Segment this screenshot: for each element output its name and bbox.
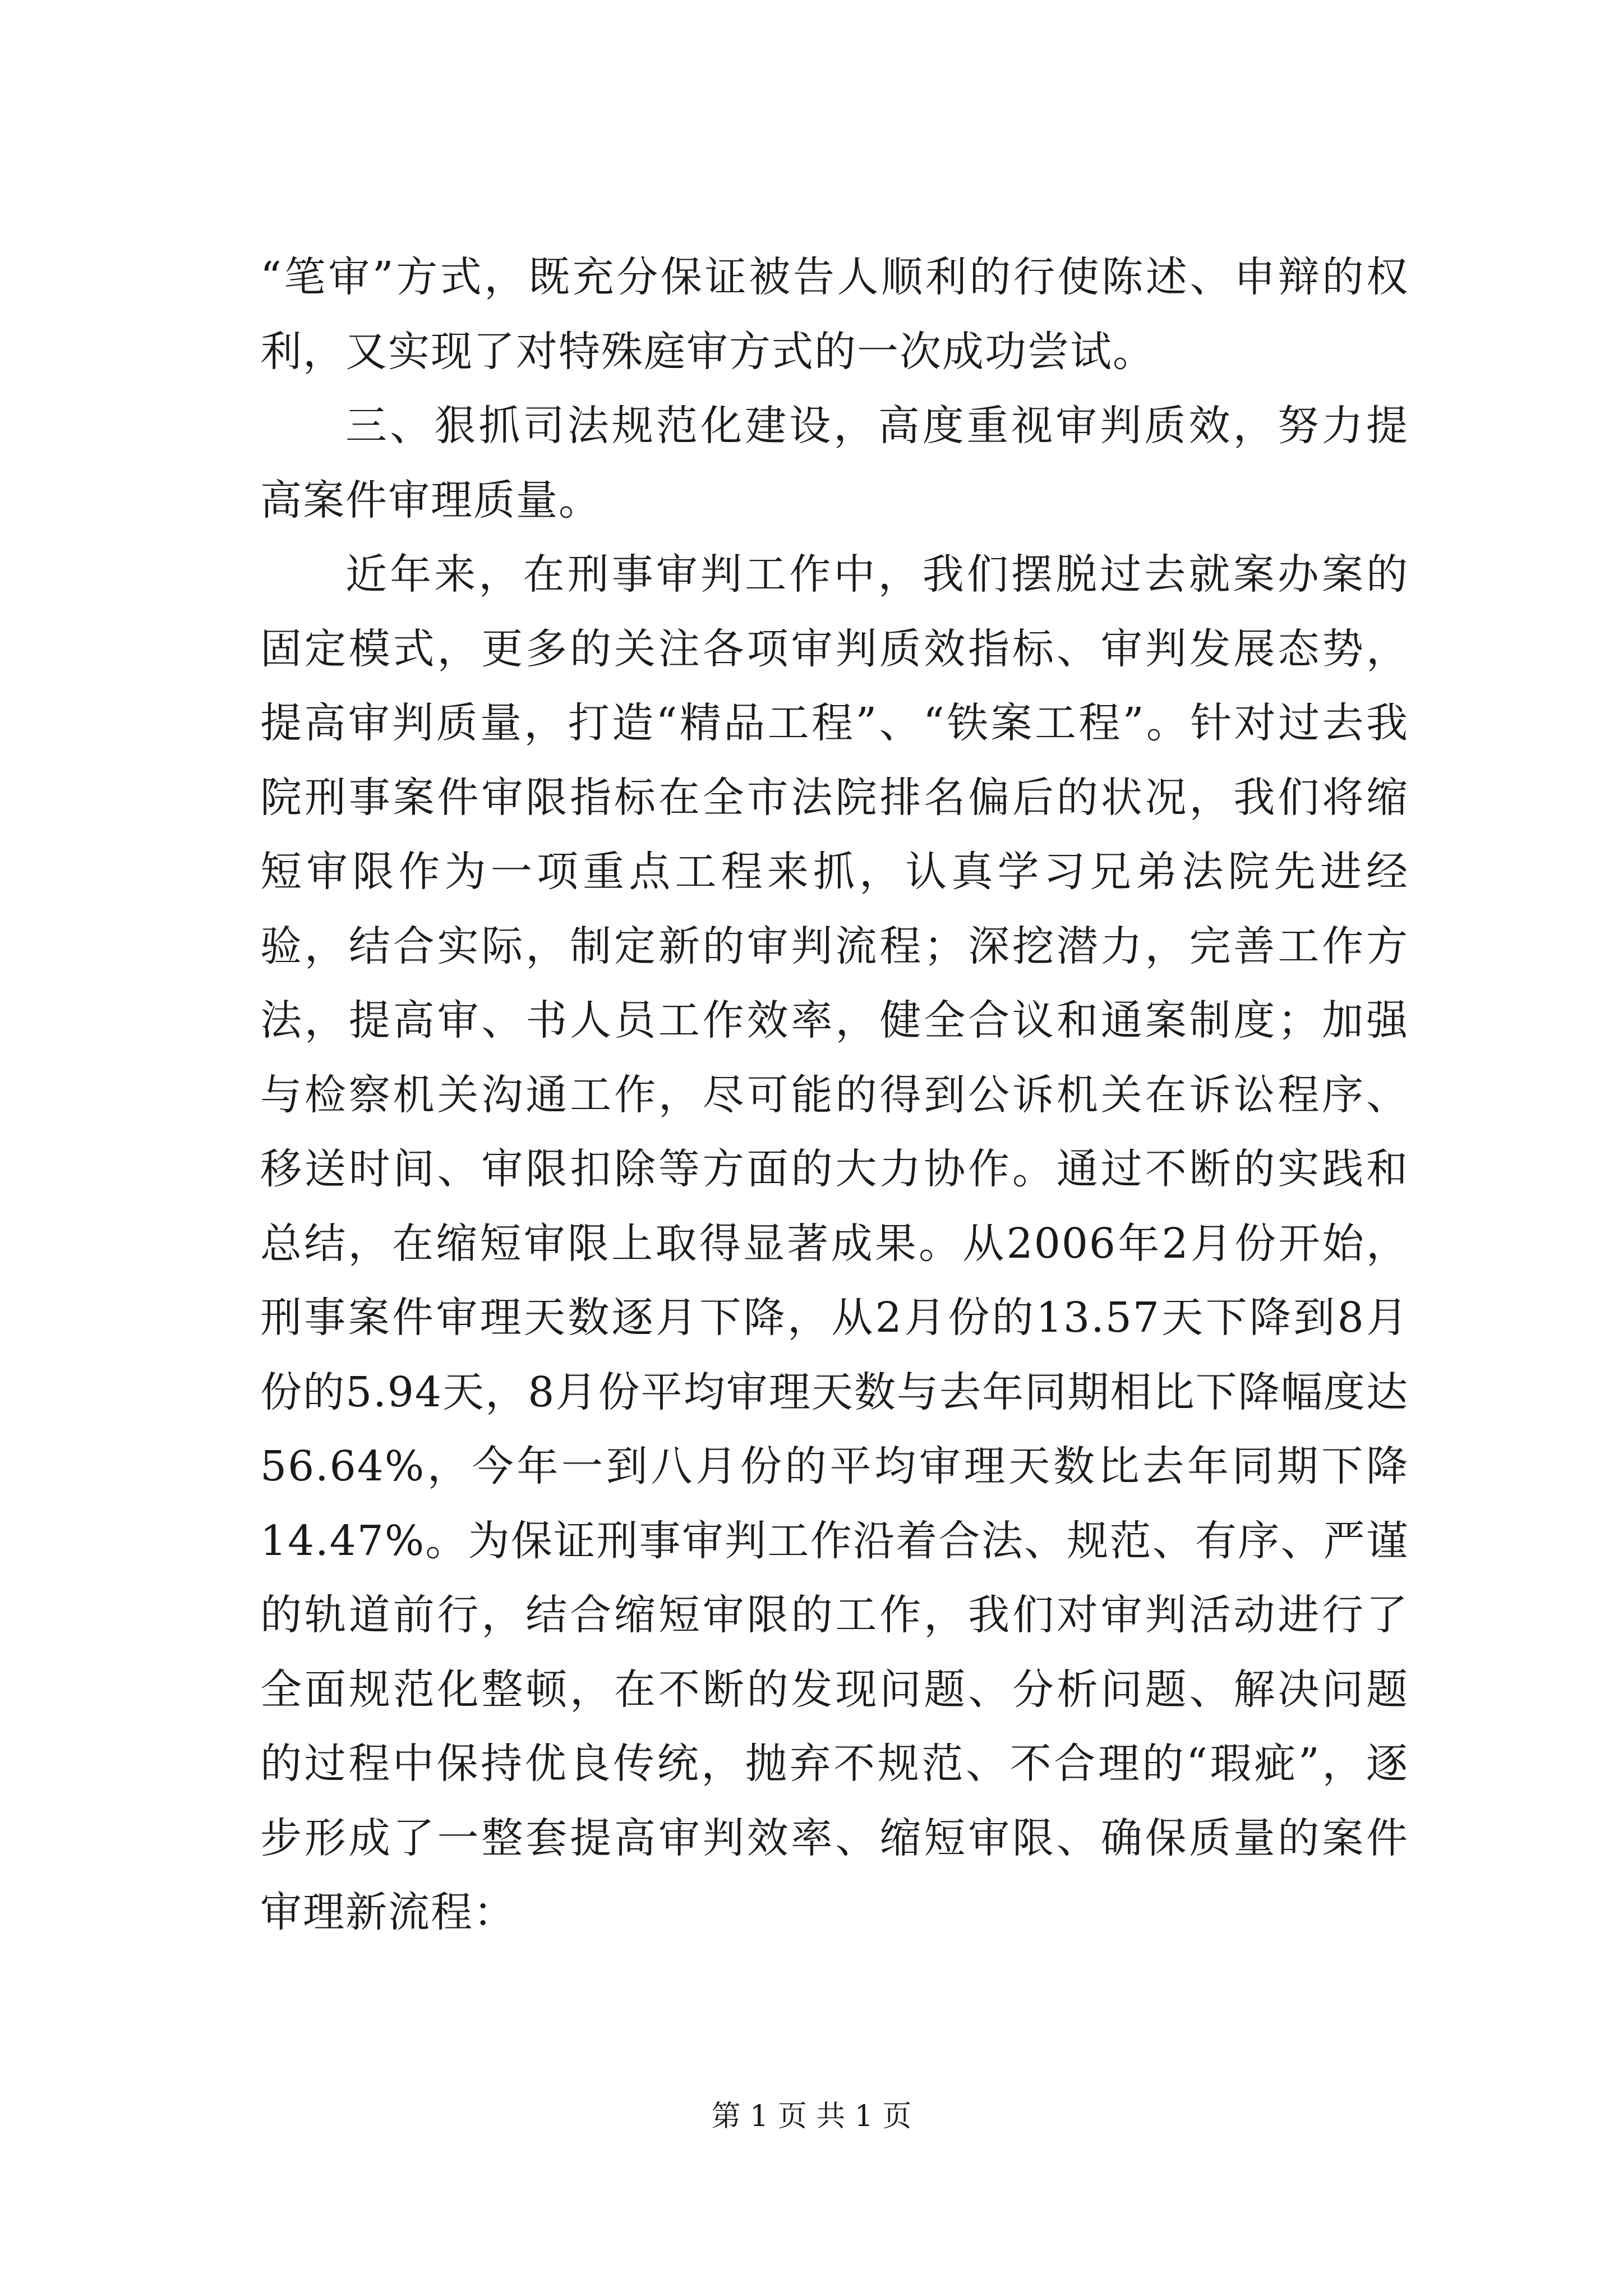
document-body <box>260 240 1409 1950</box>
page-footer <box>0 2097 1623 2136</box>
page-number-label: 第 1 页 共 1 页 <box>711 2100 912 2133</box>
paragraph-1: “笔审”方式，既充分保证被告人顺利的行使陈述、申辩的权利，又实现了对特殊庭审方式的一次成功尝试。 <box>260 253 1409 376</box>
paragraph-3: 近年来，在刑事审判工作中，我们摆脱过去就案办案的固定模式，更多的关注各项审判质效指标、审判发展态势，提高审判质量，打造“精品工程”、“铁案工程”。针对过去我院刑事案件审限指标在全市法院排名偏后的状况，我们将缩短审限作为一项重点工程来抓，认真学习兄弟法院先进经验，结合实际，制定新的审判流程；深挖潜力，完善工作方法，提高审、书人员工作效率，健全合议和通案制度；加强与检察机关沟通工作，尽可能的得到公诉机关在诉讼程序、移送时间、审限扣除等方面的大力协作。通过不断的实践和总结，在缩短审限上取得显著成果。从2006年2月份开始，刑事案件审理天数逐月下降，从2月份的13.57天下降到8月份的5.94天，8月份平均审理天数与去年同期相比下降幅度达56.64%，今年一到八月份的平均审理天数比去年同期下降14.47%。为保证刑事审判工作沿着合法、规范、有序、严谨的轨道前行，结合缩短审限的工作，我们对审判活动进行了全面规范化整顿，在不断的发现问题、分析问题、解决问题的过程中保持优良传统，抛弃不规范、不合理的“瑕疵”，逐步形成了一整套提高审判效率、缩短审限、确保质量的案件审理新流程： <box>260 550 1409 1936</box>
paragraph-2-section-heading: 三、狠抓司法规范化建设，高度重视审判质效，努力提高案件审理质量。 <box>260 402 1409 524</box>
